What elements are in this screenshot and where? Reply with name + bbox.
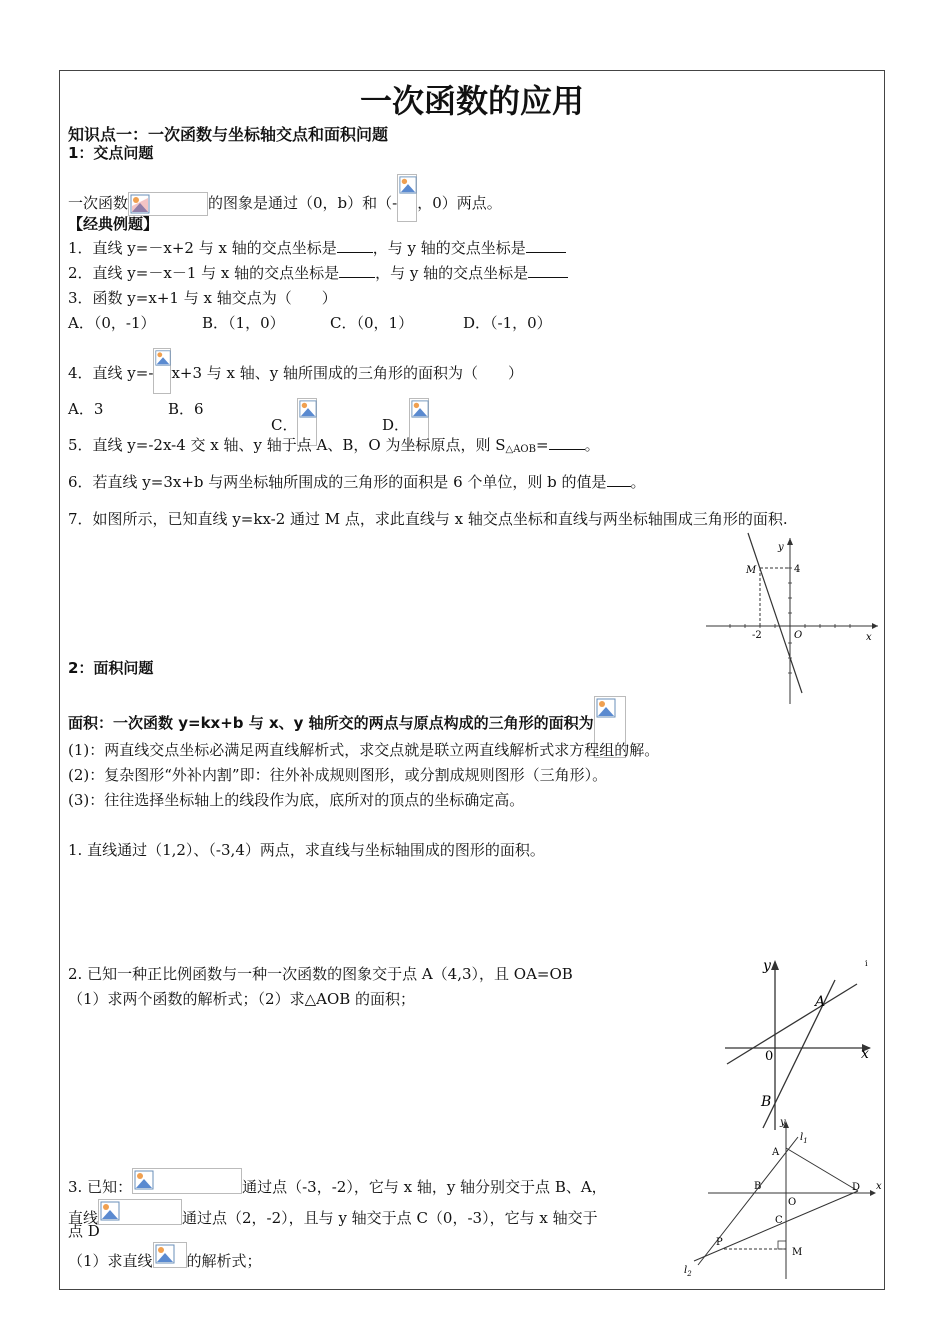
graph2-origin-label: 0 — [765, 1049, 774, 1064]
q3-option-c: C．（0，1） — [330, 314, 414, 332]
question-3: 3．函数 y=x+1 与 x 轴交点为（ ） — [68, 289, 337, 307]
graph2-y-arrow — [771, 960, 779, 970]
q3-option-b: B．（1，0） — [202, 314, 285, 332]
p3-text-b: 通过点（-3，-2），它与 x 轴，y 轴分别交于点 B、A， — [242, 1178, 607, 1196]
graph7-origin-label: O — [794, 630, 803, 641]
p3-text-a: 3. 已知： — [68, 1178, 133, 1196]
q5-subscript: △AOB — [505, 444, 536, 455]
graph3-l1-letter: l — [800, 1132, 804, 1143]
note-3: (3)：往往选择坐标轴上的线段作为底，底所对的顶点的坐标确定高。 — [68, 791, 525, 809]
intro-text-a: 一次函数 — [68, 194, 129, 212]
section1-heading: 知识点一：一次函数与坐标轴交点和面积问题 — [68, 125, 389, 144]
graph3-p-label: P — [716, 1237, 723, 1248]
problem-3-line3: 点 D — [68, 1222, 100, 1240]
q4-fraction-image-icon — [153, 348, 171, 394]
intro-text-c: ，0）两点。 — [417, 194, 502, 212]
q2-blank-2[interactable] — [528, 276, 568, 278]
examples-label: 【经典例题】 — [68, 215, 159, 233]
graph3-d-label: D — [852, 1182, 861, 1193]
graph7-y-arrow — [787, 538, 793, 545]
p3-l1b-image-icon — [153, 1242, 187, 1268]
q1-blank-2[interactable] — [526, 251, 566, 253]
graph3-o-label: O — [788, 1197, 797, 1208]
graph3-right-angle — [778, 1241, 786, 1249]
p3-l1-image-icon — [132, 1168, 242, 1194]
note-1: (1)：两直线交点坐标必满足两直线解析式，求交点就是联立两直线解析式求方程组的解。 — [68, 741, 660, 759]
q5-text-a: 5．直线 y=-2x-4 交 x 轴、y 轴于点 A、B，O 为坐标原点，则 S — [68, 436, 506, 454]
area-definition-text: 面积：一次函数 y=kx+b 与 x、y 轴所交的两点与原点构成的三角形的面积为 — [68, 714, 594, 732]
intro-text-b: 的图象是通过（0，b）和（- — [208, 194, 398, 212]
graph-problem3 — [680, 1115, 885, 1283]
section2-sub2: 2：面积问题 — [68, 659, 154, 677]
q4-text-b: x+3 与 x 轴、y 轴所围成的三角形的面积为（ ） — [171, 364, 524, 382]
question-6 — [68, 471, 646, 492]
graph3-b-label: B — [754, 1181, 762, 1192]
question-5 — [68, 434, 600, 455]
q5-end: 。 — [584, 436, 600, 454]
graph7-y-label: y — [778, 542, 784, 553]
graph3-c-label: C — [775, 1215, 783, 1226]
q2-text-a: 2．直线 y=－x－1 与 x 轴的交点坐标是 — [68, 264, 340, 282]
graph3-l1-label — [800, 1132, 808, 1145]
graph3-l2-label — [684, 1265, 692, 1278]
p3-l2-image-icon — [98, 1199, 182, 1225]
q1-text-b: ，与 y 轴的交点坐标是 — [372, 239, 526, 257]
graph3-l2-sub: 2 — [687, 1270, 692, 1278]
problem-1: 1. 直线通过（1,2）、（-3,4）两点，求直线与坐标轴围成的图形的面积。 — [68, 841, 545, 859]
p3-text-g: 的解析式； — [186, 1252, 262, 1270]
graph2-mark: i — [865, 959, 868, 968]
graph2-a-label: A — [815, 994, 826, 1010]
q5-text-b: = — [535, 436, 549, 454]
graph2-b-label: B — [761, 1094, 772, 1110]
graph3-a-label: A — [772, 1147, 780, 1158]
problem-3-line4 — [68, 1242, 262, 1271]
q2-text-b: ，与 y 轴的交点坐标是 — [375, 264, 529, 282]
question-1 — [68, 237, 566, 258]
q6-text-a: 6．若直线 y=3x+b 与两坐标轴所围成的三角形的面积是 6 个单位，则 b 的值是 — [68, 473, 607, 491]
graph2-y-label: y — [763, 958, 771, 974]
fraction-image-icon — [397, 174, 417, 222]
graph7-x-label: x — [866, 632, 872, 643]
q4-option-c-label: C． — [271, 416, 298, 434]
question-2 — [68, 262, 568, 283]
q2-blank-1[interactable] — [339, 276, 375, 278]
graph2-x-label: x — [861, 1046, 869, 1062]
q4-option-a: A．3 — [68, 400, 104, 418]
graph3-x-label: x — [876, 1181, 882, 1192]
q4-text-a: 4．直线 y=- — [68, 364, 154, 382]
q4-option-b: B．6 — [168, 400, 204, 418]
graph3-l2-letter: l — [684, 1265, 688, 1276]
p3-text-c: 直线 — [68, 1209, 99, 1227]
graph7-m-label: M — [746, 565, 757, 576]
graph3-line-l2 — [694, 1191, 858, 1261]
graph7-line — [748, 533, 802, 693]
graph3-y-label: y — [780, 1117, 786, 1128]
graph7-neg2-label: -2 — [752, 630, 762, 641]
p3-text-f: （1）求直线 — [68, 1252, 153, 1270]
problem-2-line1: 2. 已知一种正比例函数与一种一次函数的图象交于点 A（4,3），且 OA=OB — [68, 965, 573, 983]
note-2: (2)：复杂图形“外补内割”即：往外补成规则图形，或分割成规则图形（三角形）。 — [68, 766, 608, 784]
graph7-x-arrow — [872, 623, 878, 629]
graph3-m-label: M — [792, 1247, 803, 1258]
graph3-line-l1 — [698, 1137, 798, 1265]
page-title: 一次函数的应用 — [359, 82, 584, 120]
q6-text-b: 。 — [630, 473, 646, 491]
graph-problem2 — [715, 952, 885, 1134]
question-4 — [68, 348, 523, 394]
problem-3-line2 — [68, 1199, 598, 1228]
q3-option-d: D．（-1，0） — [463, 314, 552, 332]
graph2-line-oa — [727, 984, 857, 1064]
problem-3-line1 — [68, 1168, 607, 1197]
q4-option-d-label: D． — [382, 416, 410, 434]
graph7-four-label: 4 — [794, 564, 801, 575]
problem-2-line2: （1）求两个函数的解析式；（2）求△AOB 的面积； — [68, 990, 416, 1008]
graph3-l1-sub: 1 — [803, 1137, 808, 1145]
q1-text-a: 1．直线 y=－x+2 与 x 轴的交点坐标是 — [68, 239, 337, 257]
q6-blank[interactable] — [607, 485, 631, 487]
graph-q7 — [700, 528, 885, 710]
question-7: 7．如图所示，已知直线 y=kx-2 通过 M 点，求此直线与 x 轴交点坐标和直线与两坐标轴围成三角形的面积. — [68, 510, 788, 528]
section1-sub1: 1：交点问题 — [68, 144, 154, 162]
q5-blank[interactable] — [549, 448, 585, 450]
graph3-segment-ad — [786, 1148, 861, 1193]
p3-text-d: 通过点（2，-2），且与 y 轴交于点 C（0，-3），它与 x 轴交于 — [182, 1209, 598, 1227]
q3-option-a: A．（0，-1） — [68, 314, 156, 332]
q1-blank-1[interactable] — [337, 251, 373, 253]
